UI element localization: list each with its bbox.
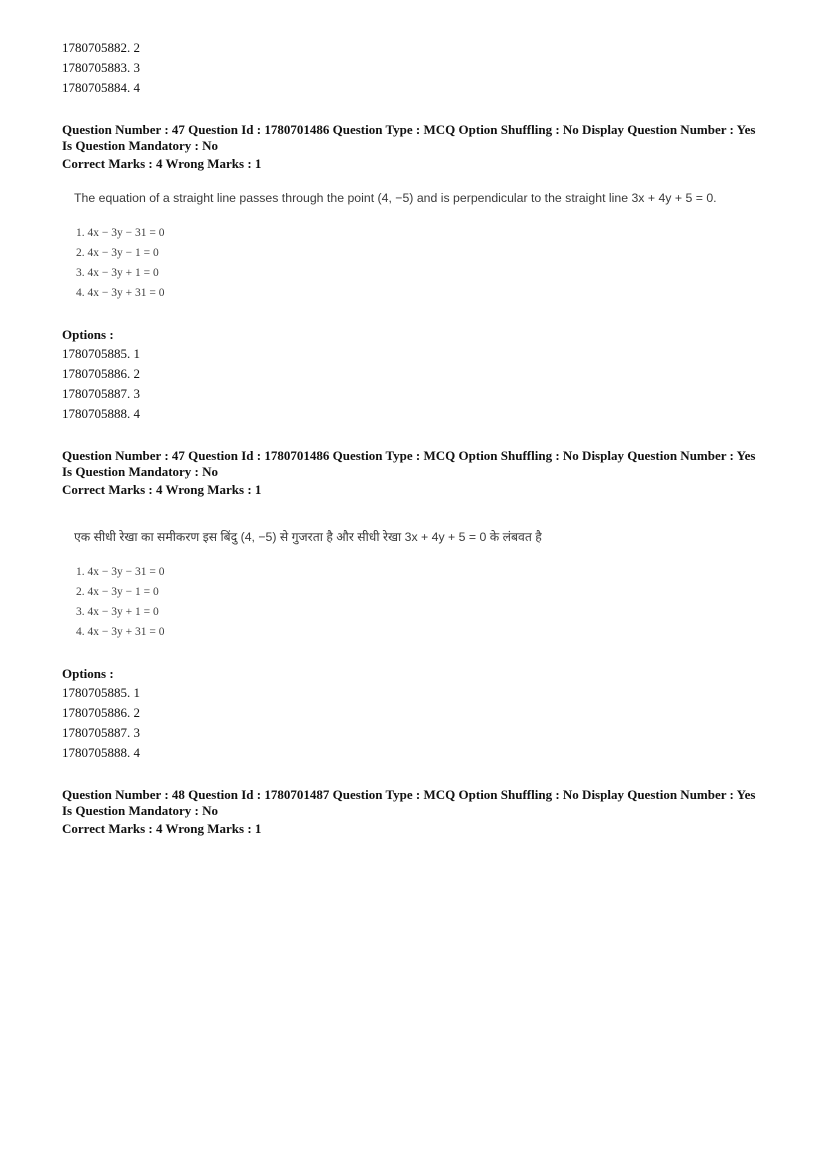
question-mandatory: Is Question Mandatory : No <box>62 464 219 479</box>
question-stem: The equation of a straight line passes through the point (4, −5) and is perpendicular to the straight line 3x + 4y + 5 = 0. <box>74 191 717 205</box>
option-line: 1780705888. 4 <box>62 745 140 760</box>
option-line: 1780705885. 1 <box>62 346 140 361</box>
options-label: Options : <box>62 327 114 342</box>
question-header: Question Number : 47 Question Id : 1780701486 Question Type : MCQ Option Shuffling : No Display Question Number : Yes <box>62 122 756 137</box>
option-line: 1780705887. 3 <box>62 725 140 740</box>
option-line: 1780705888. 4 <box>62 406 140 421</box>
choice: 3. 4x − 3y + 1 = 0 <box>76 267 159 279</box>
question-image <box>74 191 774 303</box>
choice: 2. 4x − 3y − 1 = 0 <box>76 247 159 259</box>
option-line: 1780705883. 3 <box>62 60 140 75</box>
choice: 3. 4x − 3y + 1 = 0 <box>76 606 159 618</box>
question-marks: Correct Marks : 4 Wrong Marks : 1 <box>62 482 262 497</box>
options-label: Options : <box>62 666 114 681</box>
question-marks: Correct Marks : 4 Wrong Marks : 1 <box>62 821 262 836</box>
choice: 1. 4x − 3y − 31 = 0 <box>76 227 165 239</box>
question-header: Question Number : 47 Question Id : 1780701486 Question Type : MCQ Option Shuffling : No Display Question Number : Yes <box>62 448 756 463</box>
option-line: 1780705882. 2 <box>62 40 140 55</box>
choice: 1. 4x − 3y − 31 = 0 <box>76 566 165 578</box>
option-line: 1780705886. 2 <box>62 705 140 720</box>
option-line: 1780705885. 1 <box>62 685 140 700</box>
option-line: 1780705886. 2 <box>62 366 140 381</box>
choice: 4. 4x − 3y + 31 = 0 <box>76 626 165 638</box>
question-stem: एक सीधी रेखा का समीकरण इस बिंदु (4, −5) से गुजरता है और सीधी रेखा 3x + 4y + 5 = 0 के लंबवत है <box>74 530 542 544</box>
question-mandatory: Is Question Mandatory : No <box>62 138 219 153</box>
question-mandatory: Is Question Mandatory : No <box>62 803 219 818</box>
option-line: 1780705887. 3 <box>62 386 140 401</box>
choice: 4. 4x − 3y + 31 = 0 <box>76 287 165 299</box>
question-image <box>74 530 674 642</box>
option-line: 1780705884. 4 <box>62 80 140 95</box>
question-marks: Correct Marks : 4 Wrong Marks : 1 <box>62 156 262 171</box>
question-header: Question Number : 48 Question Id : 1780701487 Question Type : MCQ Option Shuffling : No Display Question Number : Yes <box>62 787 756 802</box>
choice: 2. 4x − 3y − 1 = 0 <box>76 586 159 598</box>
